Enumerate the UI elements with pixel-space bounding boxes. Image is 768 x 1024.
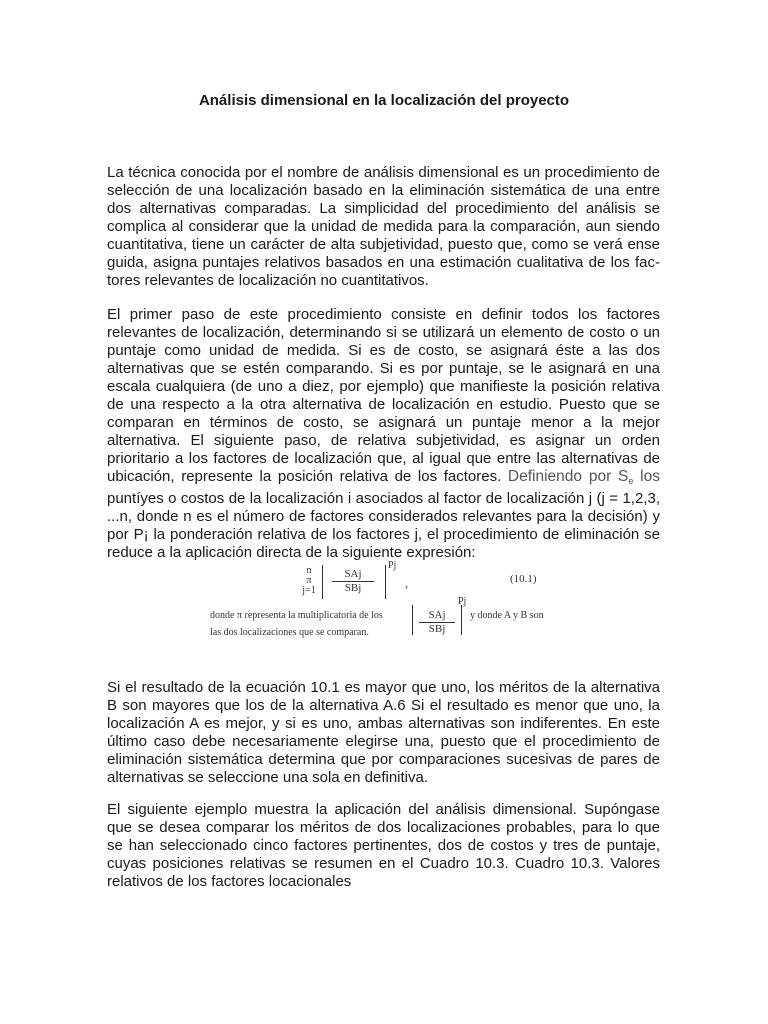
- equation-number: (10.1): [510, 573, 537, 585]
- formula-fraction: [332, 568, 374, 595]
- note-exponent: Pj: [458, 596, 467, 607]
- paragraph-2-light-text: [508, 468, 660, 485]
- formula-note-tail: y donde A y B son: [470, 610, 544, 621]
- product-symbol: π: [306, 575, 312, 586]
- product-operator: [300, 566, 318, 596]
- formula-note-line-2: las dos localizaciones que se comparan.: [210, 627, 369, 638]
- fraction-denominator: SBj: [332, 581, 374, 595]
- product-lower-limit: j=1: [302, 585, 316, 596]
- paragraph-2-light-end: los: [640, 468, 660, 485]
- paragraph-2-text-a: El primer paso de este procedimiento consiste en definir todos los factores relevantes de localización, determinando si se utilizará un elemento de costo o un puntaje como unidad de medida. Si es de costo, se asignará éste a las dos alternativas que se estén comparando. Si es por puntaje, se le asignará en una escala cualquiera (de uno a diez, por ejemplo) que manifieste la posición relativa de una respecto a la otra alternativa de localización en estudio. Puesto que se comparan en términos de costo, se asignará un puntaje menor a la mejor alternativa. El siguiente paso, de relativa subjetividad, es asignar un orden prioritario a los factores de localización que, al igual que entre las alternativas de ubicación, represente la posición relativa de los factores.: [107, 306, 660, 485]
- paragraph-1: La técnica conocida por el nombre de análisis dimensional es un procedimiento de selección de una localización basado en la eliminación sistemática de una entre dos alternativas comparadas. La simplicidad del procedimiento del análisis se complica al considerar que la unidad de medida para la comparación, aun siendo cuantitativa, tiene un carácter de alta subjetividad, puesto que, como se verá ense guida, asigna puntajes relativos basados en una estimación cualitativa de los factores relevantes de localización no cuantitativos.: [107, 164, 660, 289]
- formula-10-1: [200, 560, 580, 650]
- formula-comma: ,: [405, 576, 408, 590]
- paragraph-2-light-a: Definiendo por S: [507, 468, 629, 485]
- note-fraction-denominator: SBj: [419, 622, 455, 636]
- note-fraction-numerator: SAj: [428, 609, 446, 621]
- paragraph-2-light-sub: e: [628, 476, 634, 486]
- formula-note-fraction: [419, 609, 455, 636]
- paragraph-2: [107, 306, 660, 562]
- document-title: Análisis dimensional en la localización del proyecto: [198, 92, 570, 109]
- paragraph-2-text-b: puntíyes o costos de la localización i asociados al factor de localización j (j = 1,2,3, ...n, donde n es el número de factores considerados relevantes para la decisión) y por P¡ la ponderación relativa de los factores j, el procedimiento de eliminación se reduce a la aplicación directa de la siguiente expresión:: [107, 490, 660, 561]
- product-upper-limit: n: [306, 565, 312, 576]
- paragraph-3: Si el resultado de la ecuación 10.1 es mayor que uno, los méritos de la alternativa B son mayores que los de la alternativa A.6 Si el resultado es menor que uno, la localización A es mejor, y si es uno, ambas alternativas son indiferentes. En este último caso debe necesariamente elegirse una, puesto que el procedimiento de eliminación sistemática determina que por comparaciones sucesivas de pares de alternativas se seleccione una sola en definitiva.: [107, 679, 660, 786]
- fraction-numerator: SAj: [344, 568, 362, 580]
- formula-exponent: Pj: [388, 560, 397, 571]
- paragraph-4: El siguiente ejemplo muestra la aplicación del análisis dimensional. Supóngase que se desea comparar los méritos de dos localizaciones probables, para lo que se han seleccionado cinco factores pertinentes, dos de costos y tres de puntaje, cuyas posiciones relativas se resumen en el Cuadro 10.3. Cuadro 10.3. Valores relativos de los factores locacionales: [107, 801, 660, 890]
- formula-note-text: donde π representa la multiplicatoria de los: [210, 610, 383, 621]
